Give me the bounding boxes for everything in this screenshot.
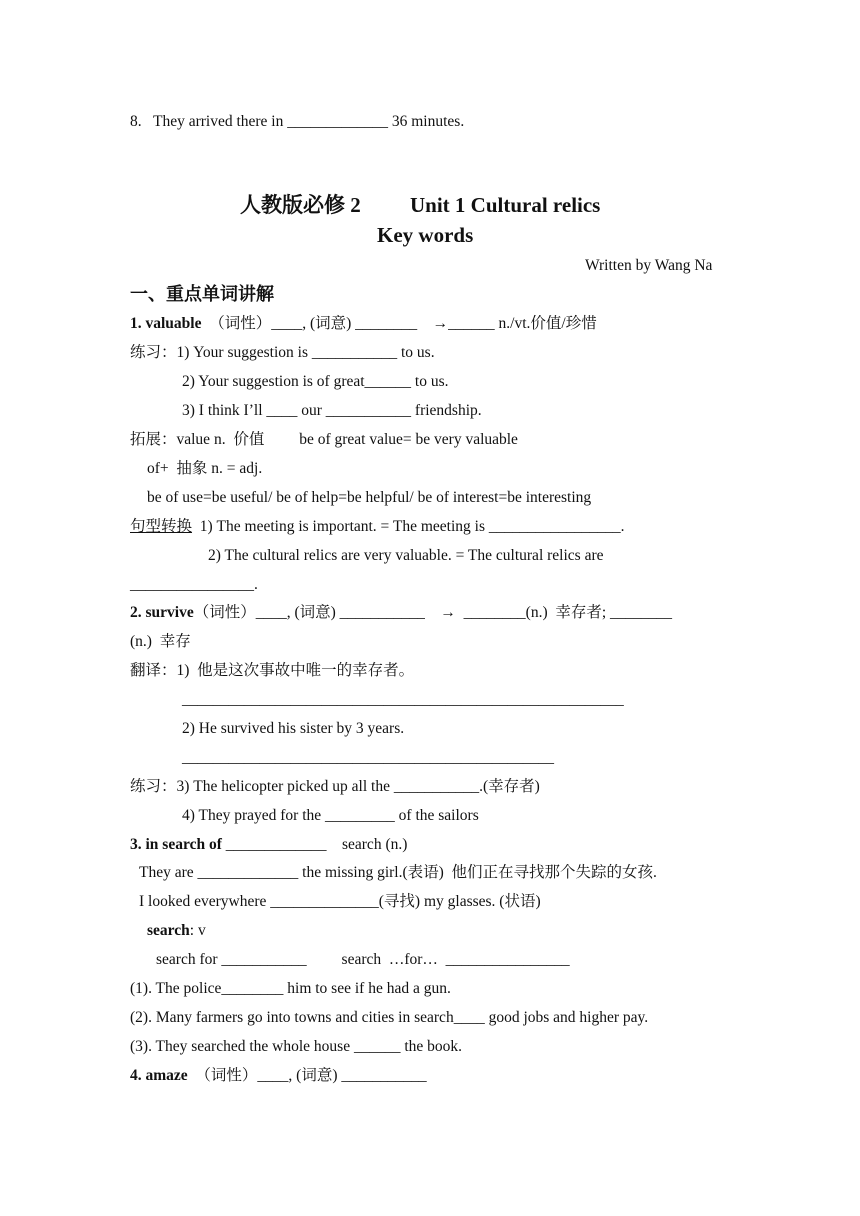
word-3-sentence-2: I looked everywhere ______________(寻找) my glasses. (状语) — [139, 893, 541, 910]
word-3-exercise-2: (2). Many farmers go into towns and cities in search____ good jobs and higher pay. — [130, 1009, 649, 1026]
word-4-rest: （词性）____, (词意) ___________ — [195, 1067, 427, 1084]
word-1-practice-1: 练习：1) Your suggestion is ___________ to us. — [130, 344, 435, 361]
word-2-practice-3: 练习：3) The helicopter picked up all the ___________.(幸存者) — [130, 778, 540, 795]
word-4-line — [130, 1066, 427, 1086]
word-1-extension-1: 拓展：value n. 价值 be of great value= be very valuable — [130, 431, 518, 448]
word-3-verb-head: search — [147, 922, 190, 939]
conversion-label: 句型转换 — [130, 518, 193, 535]
word-3-exercise-1: (1). The police________ him to see if he had a gun. — [130, 980, 451, 997]
title-english: Unit 1 Cultural relics — [410, 193, 601, 217]
word-3-head: 3. in search of — [130, 836, 222, 853]
word-3-verb-line — [147, 921, 206, 941]
word-2-continuation: (n.) 幸存 — [130, 633, 191, 650]
word-4-head: 4. amaze — [130, 1067, 188, 1084]
word-1-conversion-1 — [130, 517, 625, 537]
word-1-head: 1. valuable — [130, 315, 202, 332]
exercise-item-8: 8. They arrived there in _____________ 36 minutes. — [130, 113, 465, 130]
word-1-rest: （词性）____, (词意) ________ →______ n./vt.价值/珍惜 — [209, 315, 597, 332]
word-3-verb-rest: : v — [189, 922, 206, 939]
author-line: Written by Wang Na — [585, 257, 713, 274]
word-2-translate-1: 翻译：1) 他是这次事故中唯一的幸存者。 — [130, 662, 415, 679]
title-chinese: 人教版必修 2 — [240, 193, 361, 217]
word-2-rest: （词性）____, (词意) ___________ → ________(n.) 幸存者; ________ — [193, 604, 673, 621]
word-2-line — [130, 603, 672, 623]
word-1-line — [130, 314, 597, 334]
word-3-exercise-3: (3). They searched the whole house ______ the book. — [130, 1038, 463, 1055]
subtitle: Key words — [377, 223, 474, 247]
word-3-line — [130, 835, 407, 855]
word-1-practice-2: 2) Your suggestion is of great______ to us. — [182, 373, 449, 390]
word-1-extension-2: of+ 抽象 n. = adj. — [147, 460, 263, 477]
word-2-translate-1-answer-line: _________________________________________________________ — [182, 691, 624, 708]
word-2-head: 2. survive — [130, 604, 194, 621]
word-2-translate-2-answer-line: ________________________________________________ — [182, 749, 554, 766]
word-1-practice-3: 3) I think I’ll ____ our ___________ friendship. — [182, 402, 482, 419]
word-3-sentence-1: They are _____________ the missing girl.(表语) 他们正在寻找那个失踪的女孩. — [139, 864, 657, 881]
word-1-extension-3: be of use=be useful/ be of help=be helpful/ be of interest=be interesting — [147, 489, 592, 506]
conversion-1-text: 1) The meeting is important. = The meeting is _________________. — [192, 518, 625, 535]
word-3-search-for-line: search for ___________ search …for… ________________ — [156, 951, 570, 968]
word-2-practice-4: 4) They prayed for the _________ of the sailors — [182, 807, 479, 824]
section-title: 一、重点单词讲解 — [130, 284, 274, 304]
word-1-conversion-2: 2) The cultural relics are very valuable. = The cultural relics are — [208, 547, 604, 564]
word-2-translate-2: 2) He survived his sister by 3 years. — [182, 720, 405, 737]
word-1-conversion-3: ________________. — [130, 576, 258, 593]
word-3-rest: _____________ search (n.) — [221, 836, 408, 853]
